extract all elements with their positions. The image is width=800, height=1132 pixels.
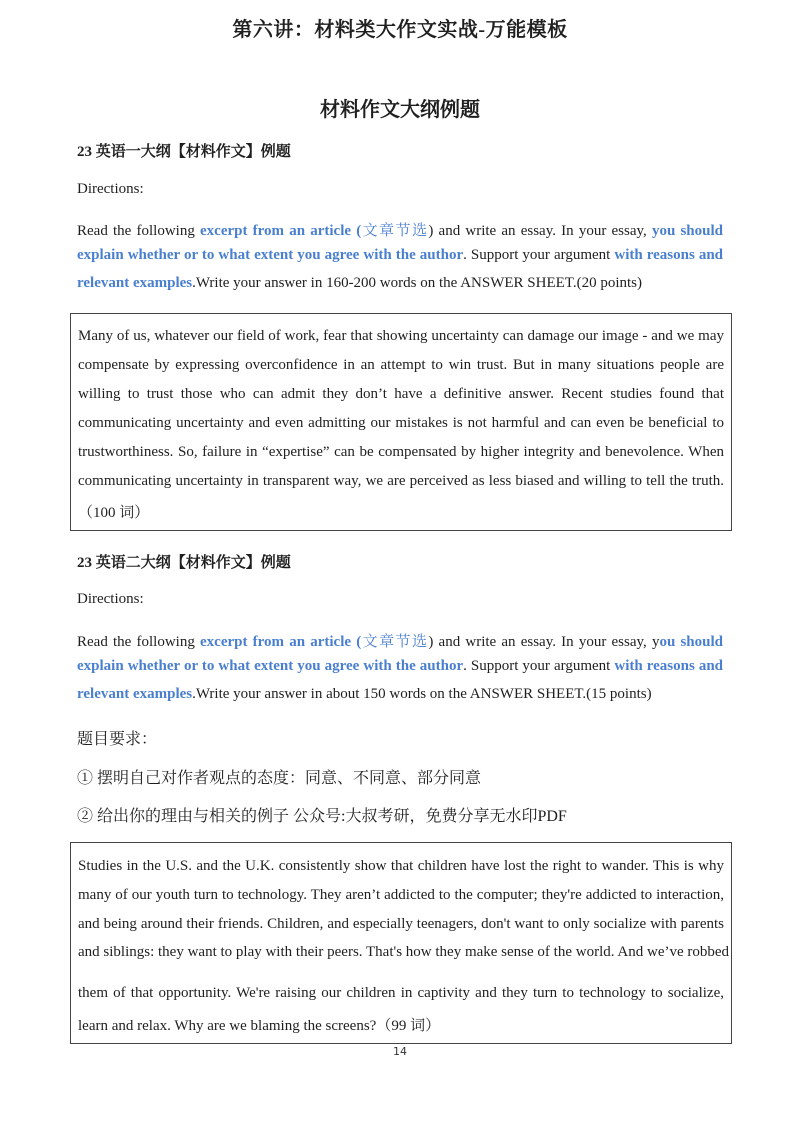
passage-line: willing to trust those who can admit they don’t have a definitive answer. Recent studies found that <box>78 386 724 402</box>
section-title: 材料作文大纲例题 <box>320 99 480 121</box>
exam2-instruction-line-1 <box>77 630 723 651</box>
highlight-reasons: with reasons and <box>614 658 724 674</box>
text-run: .Write your answer in about 150 words on the ANSWER SHEET.(15 points) <box>192 686 652 702</box>
text-run: .Write your answer in 160-200 words on the ANSWER SHEET.(20 points) <box>192 275 643 291</box>
highlight-reasons: with reasons and <box>614 247 724 263</box>
highlight-agree: explain whether or to what extent you agree with the author <box>77 658 464 674</box>
highlight-excerpt-cn: 文章节选 <box>361 634 429 650</box>
exam2-heading: 23 英语二大纲【材料作文】例题 <box>77 555 291 571</box>
highlight-you-should: ou should <box>659 634 724 650</box>
exam1-directions-label: Directions: <box>77 181 144 197</box>
highlight-you-should: you should <box>651 223 724 239</box>
requirement-item-1: ① 摆明自己对作者观点的态度：同意、不同意、部分同意 <box>77 770 482 787</box>
passage-word-count: （100 词） <box>78 505 150 521</box>
passage-line: them of that opportunity. We're raising our children in captivity and they turn to technology to socialize, <box>78 985 724 1001</box>
exam2-instruction-line-2 <box>77 658 723 675</box>
highlight-examples: relevant examples <box>77 686 193 702</box>
passage-line: and siblings: they want to play with their peers. That's how they make sense of the world. And we’ve robbed <box>78 944 730 960</box>
exam2-passage-box <box>70 842 732 1044</box>
exam1-passage-box <box>70 313 732 531</box>
text-run: . Support your argument <box>463 658 615 674</box>
exam1-instruction-line-2 <box>77 247 723 264</box>
text-run: ) and write an essay. In your essay, <box>428 223 652 239</box>
exam2-instruction-line-3 <box>77 686 723 703</box>
text-run: . Support your argument <box>463 247 615 263</box>
passage-line: learn and relax. Why are we blaming the screens?（99 词） <box>78 1018 441 1034</box>
highlight-excerpt-cn: 文章节选 <box>361 223 429 239</box>
highlight-excerpt: excerpt from an article <box>200 634 352 650</box>
requirement-item-2: ② 给出你的理由与相关的例子 公众号:大叔考研，免费分享无水印PDF <box>77 808 567 825</box>
text-run: Read the following <box>77 223 201 239</box>
highlight-examples: relevant examples <box>77 275 193 291</box>
passage-line: Many of us, whatever our field of work, fear that showing uncertainty can damage our image - and we may <box>78 328 724 344</box>
highlight-excerpt: excerpt from an article <box>200 223 352 239</box>
exam1-instruction-line-1 <box>77 219 723 240</box>
passage-line: many of our youth turn to technology. They aren’t addicted to the computer; they're addicted to interaction, <box>78 887 724 903</box>
passage-line: and being around their friends. Children, and especially teenagers, don't want to only socialize with parents <box>78 916 724 932</box>
text-run: ( <box>351 634 362 650</box>
passage-line: communicating uncertainty in transparent way, we are perceived as less biased and willing to tell the truth. <box>78 473 724 489</box>
exam1-heading: 23 英语一大纲【材料作文】例题 <box>77 144 291 160</box>
highlight-agree: explain whether or to what extent you agree with the author <box>77 247 464 263</box>
page-number: 14 <box>393 1045 407 1058</box>
passage-line: Studies in the U.S. and the U.K. consistently show that children have lost the right to wander. This is why <box>78 858 724 874</box>
passage-line: trustworthiness. So, failure in “expertise” can be compensated by higher integrity and benevolence. When <box>78 444 724 460</box>
exam1-instruction-line-3 <box>77 275 723 292</box>
requirements-label: 题目要求： <box>77 731 158 748</box>
text-run: ( <box>351 223 362 239</box>
page-header-title: 第六讲：材料类大作文实战-万能模板 <box>232 19 568 41</box>
passage-line: communicating uncertainty and even admitting our mistakes is not harmful and can even be beneficial to <box>78 415 724 431</box>
text-run: Read the following <box>77 634 201 650</box>
text-run: ) and write an essay. In your essay, y <box>428 634 660 650</box>
passage-line: compensate by expressing overconfidence in an attempt to win trust. But in many situations people are <box>78 357 724 373</box>
exam2-directions-label: Directions: <box>77 591 144 607</box>
